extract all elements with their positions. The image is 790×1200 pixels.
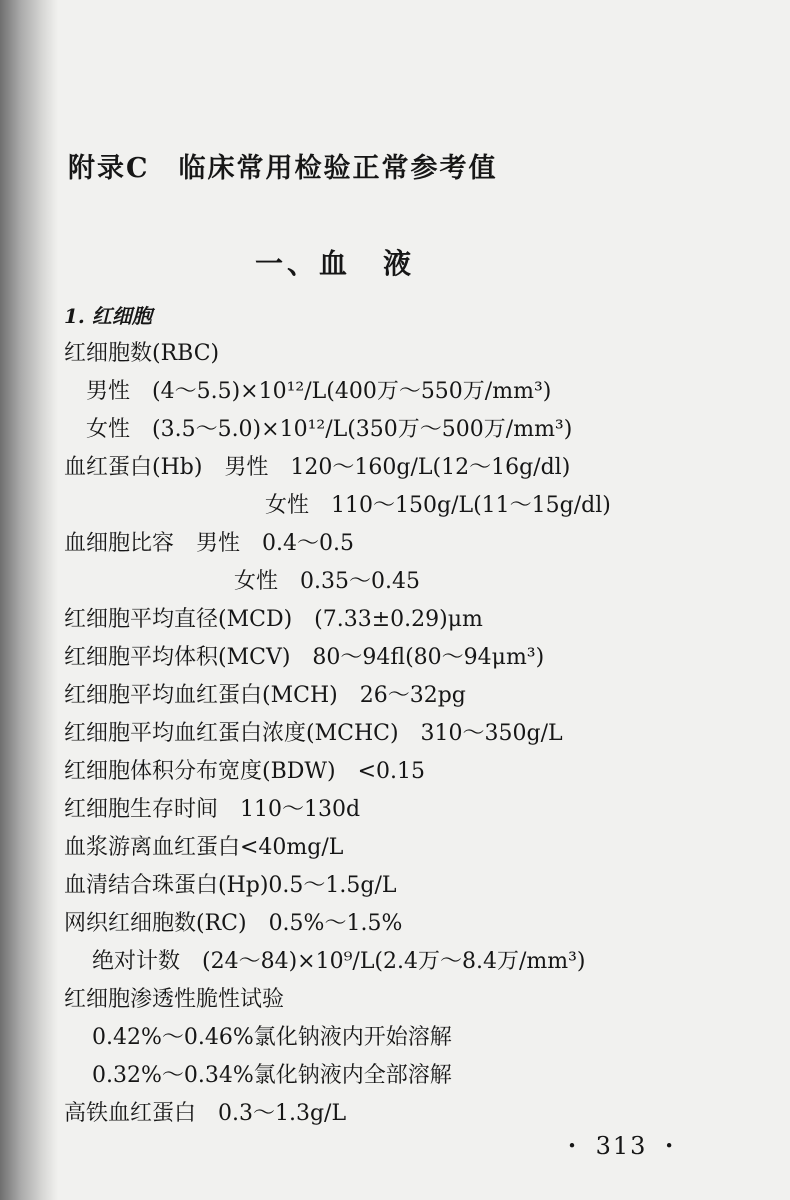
- text-line: 红细胞平均血红蛋白(MCH) 26～32pg: [64, 683, 466, 708]
- text-line: 红细胞数(RBC): [64, 341, 220, 366]
- text-line: 0.32%～0.34%氯化钠液内全部溶解: [92, 1063, 452, 1088]
- text-line: 红细胞体积分布宽度(BDW) <0.15: [64, 759, 426, 784]
- section-title: 一、血 液: [255, 247, 416, 280]
- binding-shadow: [0, 0, 58, 1200]
- text-line: 红细胞生存时间 110～130d: [64, 797, 361, 822]
- text-line: 血浆游离血红蛋白<40mg/L: [64, 835, 344, 860]
- page-number: ・ 313 ・: [560, 1132, 684, 1160]
- subsection-title: 1. 红细胞: [64, 304, 152, 328]
- text-line: 红细胞平均直径(MCD) (7.33±0.29)μm: [64, 607, 483, 632]
- text-line: 血清结合珠蛋白(Hp)0.5～1.5g/L: [64, 873, 397, 898]
- text-line: 网织红细胞数(RC) 0.5%～1.5%: [64, 911, 403, 936]
- text-line: 高铁血红蛋白 0.3～1.3g/L: [64, 1101, 347, 1126]
- text-line: 红细胞渗透性脆性试验: [64, 987, 285, 1012]
- text-line: 女性 (3.5～5.0)×10¹²/L(350万～500万/mm³): [86, 417, 573, 442]
- text-line: 男性 (4～5.5)×10¹²/L(400万～550万/mm³): [86, 379, 552, 404]
- text-line: 血红蛋白(Hb) 男性 120～160g/L(12～16g/dl): [64, 455, 571, 480]
- text-line: 绝对计数 (24～84)×10⁹/L(2.4万～8.4万/mm³): [92, 949, 586, 974]
- text-line: 女性 0.35～0.45: [234, 569, 420, 594]
- text-line: 血细胞比容 男性 0.4～0.5: [64, 531, 354, 556]
- text-line: 0.42%～0.46%氯化钠液内开始溶解: [92, 1025, 452, 1050]
- text-line: 红细胞平均体积(MCV) 80～94fl(80～94μm³): [64, 645, 545, 670]
- appendix-title: 附录C 临床常用检验正常参考值: [68, 153, 498, 184]
- text-line: 红细胞平均血红蛋白浓度(MCHC) 310～350g/L: [64, 721, 563, 746]
- text-line: 女性 110～150g/L(11～15g/dl): [265, 493, 611, 518]
